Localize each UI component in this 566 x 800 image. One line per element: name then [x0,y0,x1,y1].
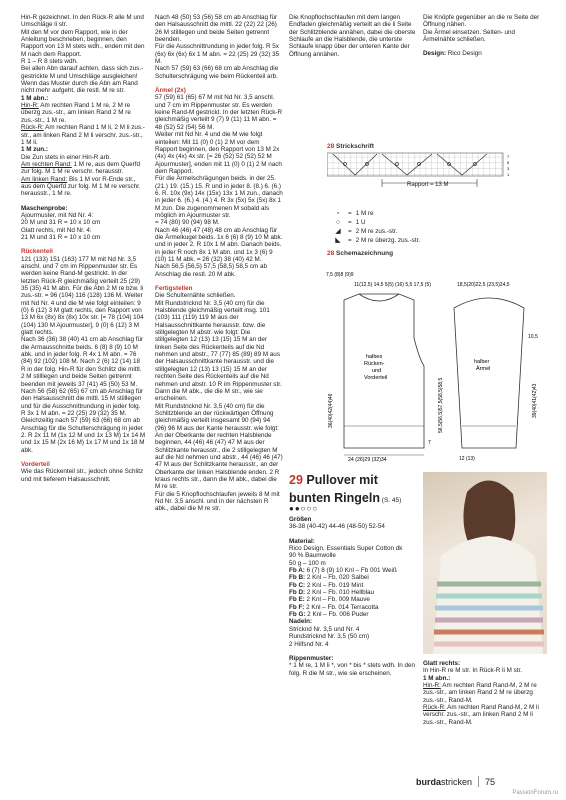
text-para [21,176,146,198]
sleeve-top: 18,5(20)22,5 (23,5)24,5 [457,282,510,288]
bottom-width: 24 (26)29 (32)34 [348,457,387,463]
right-decrease-icon: ◢ [335,227,341,235]
text: Am rechten Rand 1 M li, 2 M li zus.-str., am linken Rand 2 M li verschr. zus.-str., 1 M li. [21,124,145,146]
circle-icon: ○ [335,218,341,226]
text-para: Für die Ärmelschrägungen beids. in der 25. (21.) 19. (15.) 15. R und in jeder 8. (8.) 6. (6.) 6. R. 10x (9x) 14x (15x) 13x 1 M zun., danach in jeder 6. (6.) 4. (4.) 4. R 3x (5x) 5x (5x) 8x 1 M zun. Die zugenommenen M sobald als möglich im Ajourmuster str. [155,175,283,219]
column-3 [289,14,416,58]
rib-height: 7 [428,440,431,446]
text-para [423,704,547,726]
color-row [289,574,417,581]
rapport-label: Rapport = 13 M [407,182,449,188]
page-footer [416,776,495,787]
sweater-illustration [423,472,547,654]
color-row [289,582,417,589]
heading-zun: 1 M zun.: [21,146,48,154]
text-para: = 74 (80) 90 (94) 98 M. [155,219,220,227]
color-text: 6 (7) 8 (9) 10 Knl – Fb 001 Weiß [304,567,397,575]
color-label: Fb C: [289,581,306,589]
schema-title-text: Schemazeichnung [334,250,394,257]
heading-nadeln: Nadeln: [289,618,313,626]
text-para: Glatt rechts, mit Nd Nr. 4: [21,226,92,234]
brand-suffix: stricken [441,777,473,787]
text-para [21,124,146,146]
schema-title [327,250,393,257]
text-para: Mit Rundstricknd Nr. 3,5 (40 cm) für die Halsblende gleichmäßig verteilt insg. 101 (103) 111 (119) 119 M aus der Halsausschnittkante herausstr. bzw. die stillgelegten M abstr. wie folgt: Die stillgelegten 12 (13) 13 (15) 15 M an der linken Seite des Rückenteils auf die Nd nehmen und abstr., 77 (77) 85 (89) 89 M aus der Halsausschnittkante herausstr. und die stillgelegten 12 (13) 13 (15) 15 M an der rechten Seite des Rückenteils auf die Nd nehmen und abstr. 10 R im Rippenmuster str. Dann die M abk., die die M str., wie sie erscheinen. [155,299,282,403]
text-para: 57 (59) 61 (65) 67 M mit Nd Nr. 3,5 anschl. und 7 cm im Rippenmuster str. Es werden keine Rand-M gestrickt. In der letzten Rück-R gleichmäßig verteilt 9 (7) 9 (11) 11 M abn. = 48 (52) 52 (54) 56 M. [155,94,283,131]
text-para: Nach 46 (46) 47 (48) 48 cm ab Anschlag für die Ärmelkugel beids. 1x 6 (6) 8 (9) 10 M abk. und in jeder 2. R 10x 1 M abn. Danach beids. in jeder R noch 8x 1 M abn. und 1x 3 (6) 9 (10) 11 M abk. = 26 (32) 38 (40) 42 M. [155,226,283,263]
legend-item: ◣ = 2 M re überzg. zus.-str. [332,236,420,245]
text-para: 2 Hilfsnd Nr. 4 [289,640,329,648]
legend-text: 1 U [355,219,366,226]
heading-material: Material: [289,537,315,545]
heading-fertigstellen: Fertigstellen [155,285,193,293]
text-para: Die Ärmel einsetzen. Seiten- und Ärmelnähte schließen. [423,28,516,44]
text-para: In Hin-R re M str. In Rück-R li M str. [423,667,523,675]
text-para: Nach 57 (59) 63 (66) 68 cm ab Anschlag die Schulterschrägung wie beim Rückenteil arb. [155,65,279,80]
text-para: Mit Rundstricknd Nr. 3,5 (40 cm) für die Schlitzblende an der rückwärtigen Öffnung gleichmäßig verteilt insgesamt 90 (94) 94 (96) 96 M aus der Kante herausstr. wie folgt: [155,402,279,432]
heading-glatt: Glatt rechts: [423,660,461,667]
text-para: Weiter mit Nd Nr. 4 und die M wie folgt einteilen: Mit 11 (0) 0 (1) 2 M vor dem Rapport beginnen, den Rapport von 13 M 2x (4x) 4x (4x) 4x str. [= 26 (52) 52 (52) 52 M Ajourmuster], enden mit 11 (0) 0 (1) 2 M nach dem Rapport. [155,131,282,175]
text-para: Rundstricknd Nr. 3,5 (50 cm) [289,633,370,641]
text-para: Wie das Rückenteil str., jedoch ohne Schlitz und mit tieferem Halsausschnitt. [21,468,144,483]
color-text: 2 Knl – Fb. 019 Mint [305,581,364,589]
color-label: Fb G: [289,611,306,619]
label: Rück-R: [423,704,446,712]
text-para: Nach 48 (50) 53 (56) 58 cm ab Anschlag für den Halsausschnitt die mittl. 22 (22) 22 (26) 26 M stilllegen und beide Seiten getrennt beenden. [155,14,278,44]
difficulty-rating: ●●○○○ [289,504,319,513]
body-outline [344,294,424,448]
knitting-chart-grid [327,151,527,196]
pattern-info [289,516,417,677]
color-row [289,567,417,574]
label: Hin-R: [423,682,441,690]
heading-abn: 1 M abn.: [423,674,451,682]
text: Am rechten Rand Rand-M, 2 M re zus.-str., am linken Rand 2 M re überzg zus.-str., Rand-M. [423,682,537,704]
pattern-header [289,471,419,507]
text-para: R 1 – R 8 stets wdh. [21,58,78,66]
schema-number: 28 [327,250,335,257]
text-para: Für die 5 Knopflochschlaufen jeweils 8 M mit Nd Nr. 3,5 anschl. und in der nächsten R abk., dabei die M re str. [155,490,280,513]
page-ref: (S. 45) [379,497,402,504]
text-para: * 1 M re, 1 M li *, von * bis * stets wdh. In den folg. R die M str., wie sie erscheinen. [289,662,415,677]
heading-maschenprobe: Maschenprobe: [21,204,68,212]
heading-rueckenteil: Rückenteil [21,248,53,256]
label: Am linken Rand: [21,175,68,183]
text-para: Hin-R gezeichnet. In den Rück-R alle M und Umschläge li str. [21,14,144,29]
color-label: Fb D: [289,589,306,597]
legend-item: ◢ = 2 M re zus.-str. [332,227,420,236]
text-para: Nach 56 (58) 62 (65) 67 cm ab Anschlag für den Halsausschnitt die mittl. 15 M stilllegen und für die Ausschnittrundung in jeder folg. R 3x 1 M abn. = 22 (25) 29 (32) 35 M. Gleichzeitig nach 57 (59) 63 (66) 68 cm ab Anschlag für die Schulterschrägung in jeder 2. R 2x 11 M (1x 12 M und 1x 13 M) 1x 14 M und 1x 15 M (2x 16 M) 1x 17 M und 1x 18 M abk. [21,387,146,454]
page-number: 75 [485,777,496,787]
row-number: 5 [507,160,510,165]
knitting-chart [327,151,527,201]
glatt-rechts-section [423,660,547,726]
column-4 [423,14,545,58]
text-para: Die Zun stets in einer Hin-R arb. [21,153,111,161]
text-para: 121 (133) 151 (163) 177 M mit Nd Nr. 3,5 anschl. und 7 cm im Rippenmuster str. Es werden keine Rand-M gestrickt. In der letzten Rück-R gleichmäßig verteilt 25 (29) 35 (35) 41 M abn. Für die Abn 2 M re bzw. li zus.-str. = 96 (104) 116 (128) 136 M. Weiter mit Nd Nr. 4 und die M wie folgt einteilen: 9 (0) 6 (12) 3 M glatt rechts, den Rapport von 13 M 6x (8x) 8x (8x) 10x str. [= 78 (104) 104 (104) 130 M Ajourmuster], 9 (0) 6 (12) 3 M glatt rechts. [21,255,144,337]
label: Design: [423,50,447,58]
text-para: Rico Design, Essentials Super Cotton dk [289,545,403,553]
heading-vorderteil: Vorderteil [21,460,50,468]
chart-number: 28 [327,143,335,150]
schematic-svg [324,258,554,463]
legend-text: 2 M re zus.-str. [355,228,398,235]
heading-rippenmuster: Rippenmuster: [289,654,334,662]
sleeve-bottom: 12 (13) [459,456,475,462]
sleeve-label: Ärmel [476,366,491,372]
legend-item: ○ = 1 U [332,218,420,227]
text-para: Mit den M vor dem Rapport, wie in der Anleitung beschrieben, beginnen, den Rapport von 13 M stets wdh., enden mit den M nach dem Rapport. [21,28,145,58]
sleeve-height: 39(40)41(42)43 [532,383,538,418]
text-para: Die Knopflochschlaufen mit dem langen Endfaden gleichmäßig verteilt an die li Seite der Schlitzblende annähen, dabei die oberste Schlaufe an die Halsblende, die unterste Schlaufe knapp über der unteren Kante der Öffnung annähen. [289,14,416,58]
left-decrease-icon: ◣ [335,236,341,244]
column-1 [21,14,146,483]
text-para: Wenn das Muster durch die Abn am Rand nicht mehr aufgeht, die restl. M re str. [21,80,138,95]
legend-item: ▫ = 1 M re [332,209,420,218]
row-number: 3 [507,166,510,171]
text: Am rechten Rand Rand-M, 2 M li verschr. zus.-str., am linken Rand 2 M li zus.-str., Rand-M. [423,704,539,726]
footer-divider [478,776,479,787]
text-para: Die Schulternähte schließen. [155,292,236,300]
watermark: PassionForum.ru [512,790,558,796]
color-row [289,589,417,596]
text-para: Nach 56,5 (56,5) 57,5 (58,5) 58,5 cm ab Anschlag die restl. 20 M abk. [155,263,268,278]
heading-groessen: Größen [289,516,312,523]
text-para: 36-38 (40-42) 44-46 (48-50) 52-54 [289,523,385,531]
pattern-number: 29 [289,473,303,487]
full-height: 56,5(56,5)57,5(58,5)58,5 [438,377,444,433]
body-label: Vorderteil [364,375,388,381]
text: Am rechten Rand 1 M re, 2 M re überzg zus.-str., am linken Rand 2 M re zus.-str., 1 M re. [21,102,131,124]
pattern-title: Pullover mit bunten Ringeln [289,473,380,505]
legend-text: 1 M re [355,210,374,217]
body-height: 36(40)42(44)46 [328,393,334,428]
color-label: Fb F: [289,603,305,611]
body-label: und [372,368,382,374]
neckline [359,294,399,301]
chart-legend [332,209,420,245]
top-measure: 7,5 (8)8 (9)9 [326,272,354,278]
top-measure: 11(12,5) 14,5 5(5) (16) 5,5 17,5 (5) [354,282,431,288]
color-text: 2 Knl – Fb. 006 Puder [305,611,369,619]
heading-aermel: Ärmel (2x) [155,87,186,95]
body-label: Rücken- [364,361,385,367]
text-para: 21 M und 31 R = 10 x 10 cm [21,233,101,241]
text-para [21,102,146,124]
text-para [423,50,545,57]
text-para [21,161,146,176]
row-number: 1 [507,172,510,177]
color-label: Fb A: [289,567,305,575]
text-para: Ajourmuster, mit Nd Nr. 4: [21,211,94,219]
text-para: 90 % Baumwolle [289,552,336,560]
heading-abn: 1 M abn.: [21,94,49,102]
empty-square-icon: ▫ [336,209,340,217]
text-para: 50 g – 100 m [289,559,326,567]
text: Bis 1 M vor R-Ende str., aus dem Querfd zur folg. M 1 M re verschr. herausstr., 1 M re. [21,175,141,198]
color-text: 2 Knl – Fb. 010 Hellblau [305,589,375,597]
text-para [423,682,547,704]
text-para: Nach 36 (36) 38 (40) 41 cm ab Anschlag für die Armausschnitte beids. 6 (8) 8 (9) 10 M abk. und in jeder folg. R 4x 1 M abn. = 76 (84) 92 (102) 108 M. Nach 2 (6) 12 (14) 18 R in der folg. Hin-R für den Schlitz die mittl. 2 M stilllegen und beide Seiten getrennt beenden mit jeweils 37 (41) 45 (50) 53 M. [21,336,144,388]
sleeve-outline [454,298,524,448]
text-para: Bei allen Abn darauf achten, dass sich zus.-gestrickte M und Umschläge ausgleichen! [21,65,144,80]
color-text: 2 Knl – Fb. 014 Terracotta [304,603,379,611]
text-para: Für die Ausschnittrundung in jeder folg. R 5x (6x) 6x (6x) 6x 1 M abn. = 22 (25) 29 (32) 35 M. [155,43,280,66]
schematic-drawing [324,258,554,463]
brand-name: burda [416,777,442,787]
label: Rück-R: [21,124,44,132]
text-para: Die Knöpfe gegenüber an die re Seite der Öffnung nähen. [423,14,540,29]
text: Rico Design [446,50,482,58]
text-para: Stricknd Nr. 3,5 und Nr. 4 [289,625,360,633]
label: Hin-R: [21,102,39,110]
sleeve-cap: 10,5 [528,334,538,340]
text-para: An der Oberkante der rechten Halsblende beginnen, 44 (46) 46 (47) 47 M aus der Schlitzkante herausstr., die 2 stillgelegten M auf die Nd nehmen und abstr., 44 (46) 46 (47) 47 M aus der Schlitzkante herausstr., an der Oberkante der linken Halsblende enden. 2 R kraus rechts str., dann die M abk., dabei die M re str. [155,431,283,491]
sleeve-label: halber [474,359,490,365]
text-para: 20 M und 31 R = 10 x 10 cm [21,219,101,227]
row-number: 7 [507,154,510,159]
model-photo [423,472,547,654]
color-row [289,611,417,618]
color-row [289,604,417,611]
chart-title-text: Strickschrift [334,143,374,150]
chart-title [327,143,374,150]
color-label: Fb E: [289,596,305,604]
body-label: halbes [366,354,383,360]
color-text: 2 Knl – Fb. 009 Mauve [304,596,370,604]
column-2 [155,14,283,513]
text: 1 M re, aus dem Querfd zur folg. M 1 M re verschr. herausstr. [21,160,141,176]
legend-text: 2 M re überzg. zus.-str. [355,237,421,244]
color-text: 2 Knl – Fb. 020 Salbei [305,574,369,582]
label: Am rechten Rand: [21,160,72,168]
color-label: Fb B: [289,574,306,582]
color-row [289,596,417,603]
